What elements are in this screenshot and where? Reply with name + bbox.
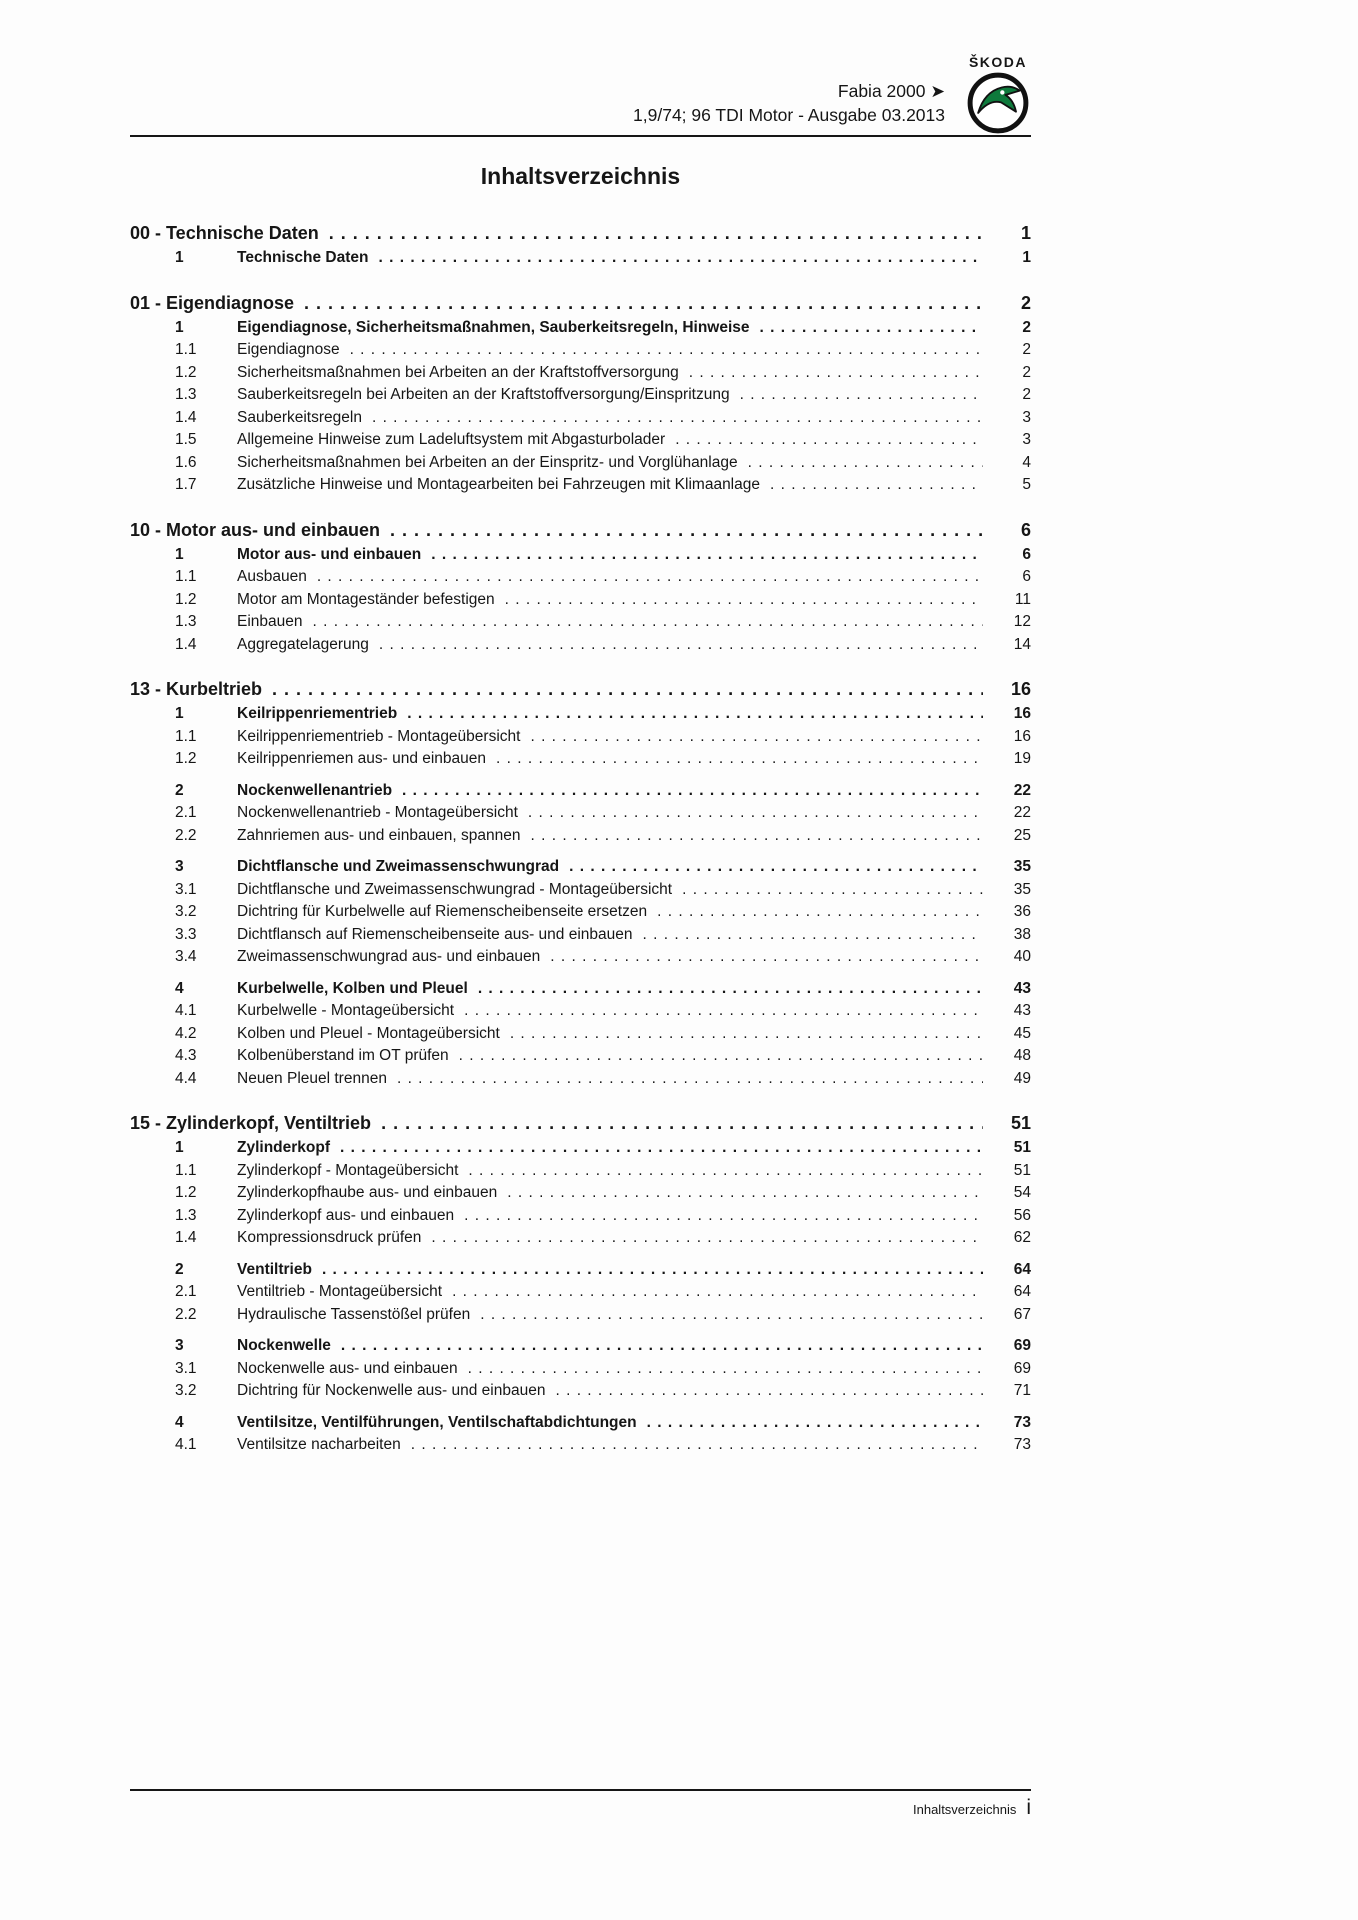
entry-title: Zusätzliche Hinweise und Montagearbeiten bei Fahrzeugen mit Klimaanlage (237, 476, 760, 493)
entry-page-number: 56 (1013, 1206, 1031, 1224)
entry-page-number: 51 (1013, 1161, 1031, 1179)
dot-leader (459, 1045, 983, 1068)
entry-title: Kolbenüberstand im OT prüfen (237, 1047, 449, 1064)
toc-entry (130, 544, 1031, 567)
entry-number: 2 (175, 781, 184, 799)
toc-entry (130, 703, 1031, 726)
toc-chapter-heading (130, 1110, 1031, 1137)
chapter-page-number: 16 (1010, 679, 1031, 699)
toc-entry (130, 1045, 1031, 1068)
dot-leader (322, 1259, 983, 1282)
footer-page-number: i (1026, 1796, 1031, 1819)
entry-title: Motor am Montageständer befestigen (237, 590, 495, 608)
dot-leader (507, 1182, 983, 1205)
entry-title: Keilrippenriementrieb - Montageübersicht (237, 727, 521, 745)
page-title: Inhaltsverzeichnis (480, 163, 681, 189)
entry-title: Zylinderkopf (237, 1139, 331, 1156)
toc-entry (130, 780, 1031, 803)
toc-entry (130, 474, 1031, 497)
entry-number: 4.1 (175, 1002, 197, 1019)
entry-page-number: 11 (1014, 590, 1031, 608)
dot-leader (313, 611, 983, 634)
toc-entry (130, 1227, 1031, 1250)
dot-leader (531, 825, 983, 848)
dot-leader (468, 1160, 983, 1183)
entry-number: 2.2 (175, 826, 197, 844)
toc-entry (130, 748, 1031, 771)
brand-wordmark: ŠKODA (968, 54, 1028, 70)
entry-page-number: 40 (1013, 948, 1031, 965)
entry-number: 3 (175, 858, 184, 875)
entry-number: 4.3 (175, 1047, 197, 1064)
toc-entry (130, 825, 1031, 848)
entry-title: Zahnriemen aus- und einbauen, spannen (237, 826, 521, 844)
toc-chapter (130, 676, 1031, 1090)
dot-leader (379, 247, 983, 270)
entry-page-number: 43 (1013, 1002, 1031, 1019)
dot-leader (431, 1227, 983, 1250)
entry-page-number: 73 (1013, 1413, 1031, 1431)
toc-entry (130, 1205, 1031, 1228)
toc-entry (130, 1259, 1031, 1282)
dot-leader (407, 703, 983, 726)
toc-entry (130, 1304, 1031, 1327)
toc-chapter (130, 290, 1031, 497)
toc-entry (130, 429, 1031, 452)
entry-number: 1 (175, 1139, 184, 1156)
header-edition: 1,9/74; 96 TDI Motor - Ausgabe 03.2013 (633, 105, 945, 125)
manual-page (130, 36, 1031, 1457)
header-text-block (633, 79, 945, 127)
dot-leader (643, 924, 984, 947)
page-header (130, 36, 1031, 137)
chapter-page-number: 51 (1010, 1113, 1031, 1133)
entry-number: 4 (175, 1413, 184, 1431)
toc-entry (130, 1434, 1031, 1457)
entry-number: 4.1 (175, 1436, 197, 1453)
footer-text-block (130, 1796, 1031, 1820)
toc-entry (130, 566, 1031, 589)
toc-entry (130, 924, 1031, 947)
dot-leader (555, 1380, 983, 1403)
entry-page-number: 2 (1022, 318, 1031, 336)
skoda-winged-arrow-logo-icon (967, 72, 1029, 134)
entry-number: 3.3 (175, 925, 197, 943)
dot-leader (340, 1137, 983, 1160)
dot-leader (468, 1358, 983, 1381)
entry-title: Ausbauen (237, 568, 307, 585)
entry-number: 3.4 (175, 948, 197, 965)
entry-page-number: 2 (1022, 386, 1031, 403)
entry-page-number: 6 (1022, 545, 1031, 563)
entry-page-number: 25 (1013, 826, 1031, 844)
entry-title: Dichtring für Nockenwelle aus- und einbauen (237, 1382, 546, 1399)
toc-entry (130, 1380, 1031, 1403)
entry-page-number: 3 (1022, 431, 1031, 448)
toc-entry (130, 856, 1031, 879)
entry-page-number: 1 (1022, 249, 1031, 266)
dot-leader (390, 517, 983, 544)
entry-title: Eigendiagnose, Sicherheitsmaßnahmen, Sauberkeitsregeln, Hinweise (237, 318, 750, 336)
entry-number: 1.7 (175, 476, 197, 493)
entry-title: Einbauen (237, 613, 303, 630)
entry-page-number: 73 (1013, 1436, 1031, 1453)
entry-number: 3 (175, 1337, 184, 1354)
entry-title: Technische Daten (237, 249, 369, 266)
footer-section-label: Inhaltsverzeichnis (913, 1802, 1017, 1817)
entry-title: Zweimassenschwungrad aus- und einbauen (237, 948, 541, 965)
entry-page-number: 4 (1022, 453, 1031, 471)
chapter-title: 01 - Eigendiagnose (130, 292, 295, 313)
toc-chapter (130, 1110, 1031, 1457)
entry-number: 2.2 (175, 1305, 197, 1323)
dot-leader (682, 879, 983, 902)
entry-number: 3.1 (175, 1359, 197, 1377)
dot-leader (550, 946, 983, 969)
entry-title: Neuen Pleuel trennen (237, 1069, 387, 1087)
toc-entry (130, 1000, 1031, 1023)
entry-title: Kurbelwelle - Montageübersicht (237, 1002, 455, 1019)
entry-number: 1.6 (175, 453, 197, 471)
entry-page-number: 16 (1013, 705, 1031, 722)
dot-leader (329, 220, 983, 247)
page-footer (130, 1789, 1031, 1820)
entry-page-number: 2 (1022, 363, 1031, 381)
toc-chapter (130, 517, 1031, 657)
chapter-title: 13 - Kurbeltrieb (130, 679, 263, 699)
entry-title: Ventiltrieb (237, 1260, 312, 1278)
dot-leader (317, 566, 983, 589)
dot-leader (411, 1434, 983, 1457)
entry-number: 1.2 (175, 750, 197, 767)
entry-title: Dichtring für Kurbelwelle auf Riemenscheibenseite ersetzen (237, 903, 648, 920)
entry-number: 1.2 (175, 590, 197, 608)
chapter-page-number: 1 (1020, 223, 1031, 243)
entry-page-number: 49 (1013, 1069, 1031, 1087)
toc-entry (130, 1068, 1031, 1091)
entry-number: 1.2 (175, 1184, 197, 1201)
entry-number: 4.4 (175, 1069, 197, 1087)
dot-leader (675, 429, 983, 452)
dot-leader (569, 856, 983, 879)
toc-entry (130, 726, 1031, 749)
entry-title: Dichtflansch auf Riemenscheibenseite aus- und einbauen (237, 925, 633, 943)
entry-number: 1 (175, 705, 184, 722)
dot-leader (372, 407, 983, 430)
toc-entry (130, 247, 1031, 270)
entry-title: Ventiltrieb - Montageübersicht (237, 1283, 443, 1300)
toc-entry (130, 1137, 1031, 1160)
brand-block (959, 54, 1037, 134)
dot-leader (341, 1335, 983, 1358)
entry-number: 2 (175, 1260, 184, 1278)
entry-title: Kompressionsdruck prüfen (237, 1229, 422, 1246)
toc-entry (130, 634, 1031, 657)
toc-chapter-heading (130, 517, 1031, 544)
dot-leader (748, 452, 983, 475)
toc-entry (130, 879, 1031, 902)
toc-entry (130, 384, 1031, 407)
entry-number: 1.1 (175, 568, 197, 585)
dot-leader (657, 901, 983, 924)
entry-number: 1.1 (175, 727, 197, 745)
entry-number: 2.1 (175, 1283, 197, 1300)
entry-page-number: 48 (1013, 1047, 1031, 1064)
toc-entry (130, 339, 1031, 362)
entry-page-number: 16 (1013, 727, 1031, 745)
entry-page-number: 12 (1013, 613, 1031, 630)
toc-entry (130, 802, 1031, 825)
dot-leader (452, 1281, 983, 1304)
entry-page-number: 3 (1022, 408, 1031, 426)
entry-page-number: 22 (1013, 804, 1031, 821)
dot-leader (496, 748, 983, 771)
toc-entry (130, 589, 1031, 612)
entry-page-number: 14 (1013, 635, 1031, 653)
dot-leader (770, 474, 983, 497)
entry-page-number: 5 (1022, 476, 1031, 493)
toc-entry (130, 1182, 1031, 1205)
entry-title: Nockenwelle (237, 1337, 331, 1354)
dot-leader (272, 676, 983, 703)
entry-number: 1 (175, 545, 184, 563)
entry-page-number: 64 (1013, 1260, 1031, 1278)
toc-entry (130, 611, 1031, 634)
dot-leader (464, 1205, 983, 1228)
entry-title: Keilrippenriemen aus- und einbauen (237, 750, 487, 767)
entry-page-number: 62 (1013, 1229, 1031, 1246)
entry-title: Kolben und Pleuel - Montageübersicht (237, 1024, 500, 1042)
entry-number: 3.2 (175, 903, 197, 920)
entry-number: 1.3 (175, 613, 197, 630)
toc-entry (130, 1023, 1031, 1046)
header-model: Fabia 2000 ➤ (837, 81, 945, 101)
entry-number: 4.2 (175, 1024, 197, 1042)
entry-number: 1.1 (175, 1161, 197, 1179)
entry-page-number: 43 (1013, 979, 1031, 997)
entry-number: 3.2 (175, 1382, 197, 1399)
chapter-title: 10 - Motor aus- und einbauen (130, 519, 381, 540)
entry-title: Nockenwellenantrieb (237, 781, 393, 799)
dot-leader (505, 589, 983, 612)
entry-title: Dichtflansche und Zweimassenschwungrad - Montageübersicht (237, 880, 673, 898)
toc-chapter-heading (130, 220, 1031, 247)
entry-page-number: 19 (1013, 750, 1031, 767)
entry-title: Nockenwelle aus- und einbauen (237, 1359, 458, 1377)
toc-entry (130, 1412, 1031, 1435)
entry-number: 1.5 (175, 431, 197, 448)
entry-title: Sicherheitsmaßnahmen bei Arbeiten an der Kraftstoffversorgung (237, 363, 679, 381)
entry-title: Keilrippenriementrieb (237, 705, 398, 722)
dot-leader (381, 1110, 983, 1137)
entry-page-number: 64 (1013, 1283, 1031, 1300)
entry-page-number: 22 (1013, 781, 1031, 799)
chapter-page-number: 6 (1020, 519, 1031, 540)
toc-entry (130, 946, 1031, 969)
dot-leader (397, 1068, 983, 1091)
entry-title: Allgemeine Hinweise zum Ladeluftsystem mit Abgasturbolader (237, 431, 666, 448)
entry-page-number: 6 (1022, 568, 1031, 585)
dot-leader (647, 1412, 983, 1435)
toc-entry (130, 317, 1031, 340)
entry-page-number: 45 (1013, 1024, 1031, 1042)
dot-leader (379, 634, 983, 657)
entry-page-number: 67 (1013, 1305, 1031, 1323)
entry-number: 1.1 (175, 341, 197, 358)
entry-page-number: 38 (1013, 925, 1031, 943)
entry-number: 1.4 (175, 408, 197, 426)
dot-leader (480, 1304, 983, 1327)
toc-entry (130, 1281, 1031, 1304)
entry-title: Zylinderkopf aus- und einbauen (237, 1206, 455, 1224)
entry-page-number: 36 (1013, 903, 1031, 920)
entry-number: 1.3 (175, 1206, 197, 1224)
entry-title: Kurbelwelle, Kolben und Pleuel (237, 979, 468, 997)
entry-title: Zylinderkopf - Montageübersicht (237, 1161, 459, 1179)
dot-leader (689, 362, 983, 385)
entry-page-number: 54 (1013, 1184, 1031, 1201)
entry-title: Hydraulische Tassenstößel prüfen (237, 1305, 471, 1323)
entry-number: 3.1 (175, 880, 197, 898)
toc-chapter-heading (130, 290, 1031, 317)
toc-entry (130, 978, 1031, 1001)
entry-number: 1.4 (175, 635, 197, 653)
dot-leader (740, 384, 983, 407)
dot-leader (528, 802, 983, 825)
toc-chapter-heading (130, 676, 1031, 703)
toc-entry (130, 1160, 1031, 1183)
entry-number: 1.4 (175, 1229, 197, 1246)
entry-page-number: 69 (1013, 1359, 1031, 1377)
entry-title: Aggregatelagerung (237, 635, 369, 653)
toc-entry (130, 901, 1031, 924)
toc-entry (130, 452, 1031, 475)
entry-title: Nockenwellenantrieb - Montageübersicht (237, 804, 518, 821)
chapter-title: 00 - Technische Daten (130, 223, 319, 243)
entry-title: Sauberkeitsregeln bei Arbeiten an der Kraftstoffversorgung/Einspritzung (237, 386, 730, 403)
entry-number: 4 (175, 979, 184, 997)
entry-title: Ventilsitze nacharbeiten (237, 1436, 401, 1453)
entry-title: Motor aus- und einbauen (237, 545, 422, 563)
dot-leader (350, 339, 983, 362)
entry-page-number: 71 (1013, 1382, 1031, 1399)
toc-entry (130, 407, 1031, 430)
dot-leader (530, 726, 983, 749)
entry-title: Eigendiagnose (237, 341, 340, 358)
chapter-page-number: 2 (1020, 292, 1031, 313)
toc-chapter (130, 220, 1031, 270)
entry-number: 1.3 (175, 386, 197, 403)
entry-number: 1 (175, 318, 184, 336)
entry-page-number: 35 (1013, 880, 1031, 898)
dot-leader (304, 290, 983, 317)
entry-title: Ventilsitze, Ventilführungen, Ventilschaftabdichtungen (237, 1413, 637, 1431)
entry-title: Zylinderkopfhaube aus- und einbauen (237, 1184, 498, 1201)
toc-entry (130, 1358, 1031, 1381)
entry-title: Sauberkeitsregeln (237, 408, 362, 426)
entry-page-number: 2 (1022, 341, 1031, 358)
dot-leader (431, 544, 983, 567)
chapter-title: 15 - Zylinderkopf, Ventiltrieb (130, 1113, 372, 1133)
dot-leader (510, 1023, 983, 1046)
entry-number: 2.1 (175, 804, 197, 821)
dot-leader (760, 317, 983, 340)
entry-page-number: 35 (1013, 858, 1031, 875)
entry-number: 1.2 (175, 363, 197, 381)
toc-entry (130, 1335, 1031, 1358)
table-of-contents (130, 220, 1031, 1457)
entry-title: Sicherheitsmaßnahmen bei Arbeiten an der Einspritz- und Vorglühanlage (237, 453, 738, 471)
dot-leader (464, 1000, 983, 1023)
entry-page-number: 69 (1013, 1337, 1031, 1354)
toc-entry (130, 362, 1031, 385)
entry-number: 1 (175, 249, 184, 266)
entry-page-number: 51 (1013, 1139, 1031, 1156)
entry-title: Dichtflansche und Zweimassenschwungrad (237, 858, 560, 875)
dot-leader (478, 978, 983, 1001)
dot-leader (402, 780, 983, 803)
